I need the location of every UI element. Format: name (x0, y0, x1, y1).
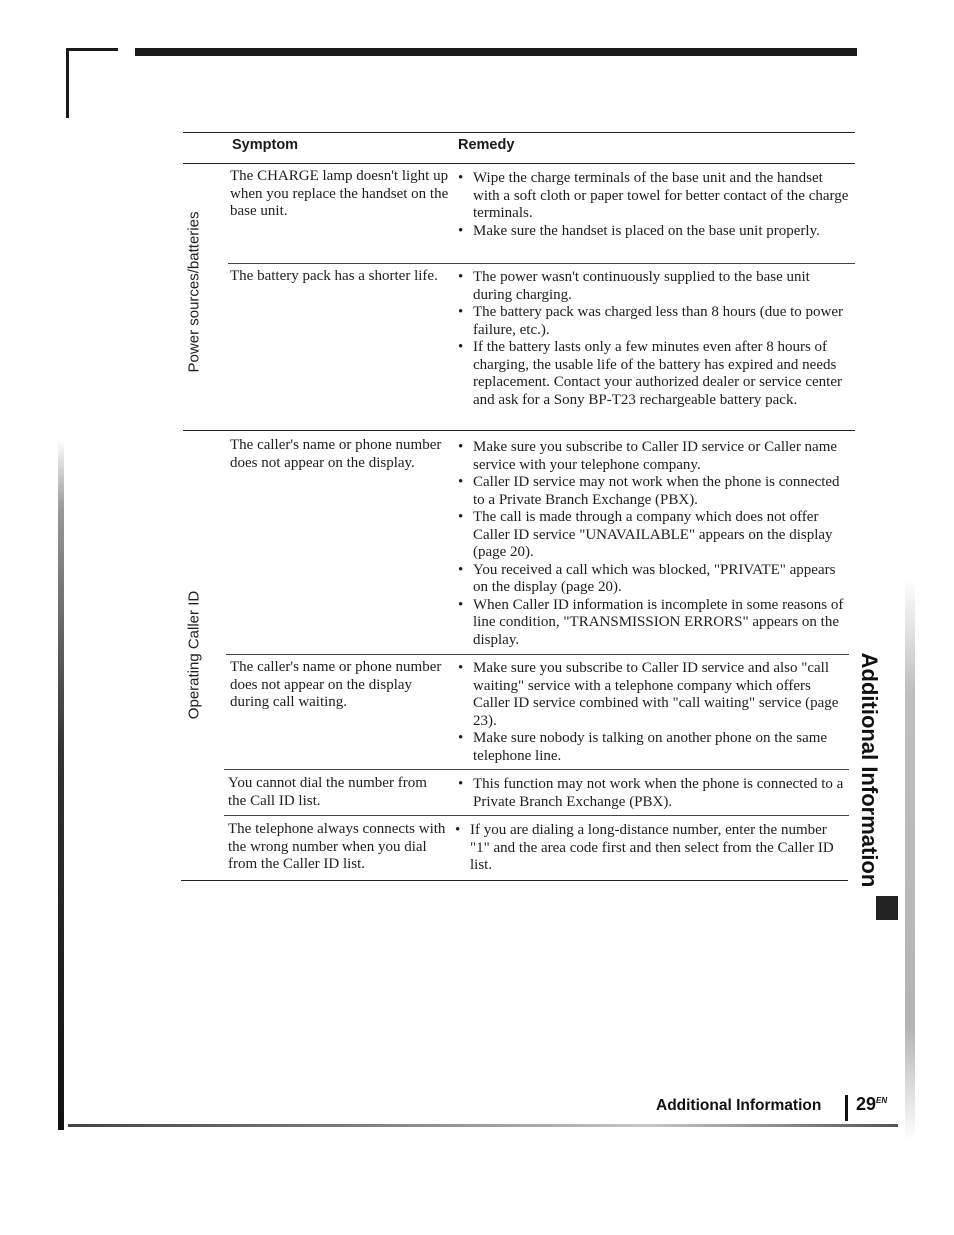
symptom-wrong-number: The telephone always connects with the wrong number when you dial from the Caller ID list. (228, 821, 446, 872)
symptom-battery-life: The battery pack has a shorter life. (230, 268, 438, 284)
table-top-rule (183, 132, 855, 133)
row-divider (228, 263, 855, 264)
remedy-item: • Caller ID service may not work when the phone is connected to a Private Branch Exchange (PBX). (458, 474, 850, 509)
remedy-item: • If you are dialing a long-distance number, enter the number "1" and the area code first and then select from the Caller ID list. (455, 822, 847, 875)
column-header-remedy: Remedy (458, 137, 515, 153)
side-tab-marker (876, 896, 898, 920)
top-rule (135, 48, 857, 56)
remedy-item: • When Caller ID information is incomplete in some reasons of line condition, "TRANSMISSION ERRORS" appears on the display. (458, 597, 850, 650)
remedy-list-charge-lamp (458, 170, 850, 240)
remedy-list-battery-life (458, 269, 850, 409)
remedy-item: • The call is made through a company which does not offer Caller ID service "UNAVAILABLE" appears on the display (page 20). (458, 509, 850, 562)
footer-section-label: Additional Information (656, 1097, 822, 1114)
remedy-item: • You received a call which was blocked, "PRIVATE" appears on the display (page 20). (458, 562, 850, 597)
remedy-list-wrong-number (455, 822, 847, 875)
remedy-list-caller-name-missing (458, 439, 850, 649)
column-header-symptom: Symptom (232, 137, 299, 153)
remedy-item: • Make sure nobody is talking on another phone on the same telephone line. (458, 730, 850, 765)
remedy-item: • Make sure you subscribe to Caller ID service and also "call waiting" service with a telephone company which offers Caller ID service combined with "call waiting" service (page 23). (458, 660, 850, 730)
remedy-item: • The power wasn't continuously supplied to the base unit during charging. (458, 269, 850, 304)
row-divider (226, 654, 849, 655)
row-divider (224, 815, 849, 816)
symptom-charge-lamp: The CHARGE lamp doesn't light up when you replace the handset on the base unit. (230, 168, 449, 219)
crop-mark-horizontal (66, 48, 118, 51)
symptom-caller-name-missing: The caller's name or phone number does not appear on the display. (230, 437, 442, 471)
row-divider (224, 769, 849, 770)
remedy-list-cannot-dial (458, 776, 850, 811)
remedy-item: • If the battery lasts only a few minutes even after 8 hours of charging, the usable life of the battery has expired and needs replacement. Contact your authorized dealer or service center and ask for a Sony BP-T23 rechargeable battery pack. (458, 339, 850, 409)
scan-edge-left (58, 440, 64, 1130)
remedy-item: • This function may not work when the phone is connected to a Private Branch Exchange (PBX). (458, 776, 850, 811)
page-number: $29^{EN}$ (856, 1094, 888, 1114)
bottom-rule (68, 1124, 898, 1127)
remedy-list-call-waiting (458, 660, 850, 765)
table-bottom-rule (181, 880, 848, 881)
symptom-call-waiting: The caller's name or phone number does not appear on the display during call waiting. (230, 659, 442, 710)
page-number-suffix: EN (876, 1096, 888, 1105)
table-header-rule (183, 163, 855, 164)
footer-divider (845, 1095, 848, 1121)
remedy-item: • Make sure you subscribe to Caller ID service or Caller name service with your telephone company. (458, 439, 850, 474)
remedy-item: • Make sure the handset is placed on the base unit properly. (458, 223, 850, 241)
symptom-cannot-dial: You cannot dial the number from the Call ID list. (228, 775, 427, 809)
section-divider (183, 430, 855, 431)
remedy-item: • Wipe the charge terminals of the base unit and the handset with a soft cloth or paper towel for better contact of the charge terminals. (458, 170, 850, 223)
remedy-item: • The battery pack was charged less than 8 hours (due to power failure, etc.). (458, 304, 850, 339)
scan-edge-right (905, 580, 915, 1140)
crop-mark-vertical (66, 48, 69, 118)
